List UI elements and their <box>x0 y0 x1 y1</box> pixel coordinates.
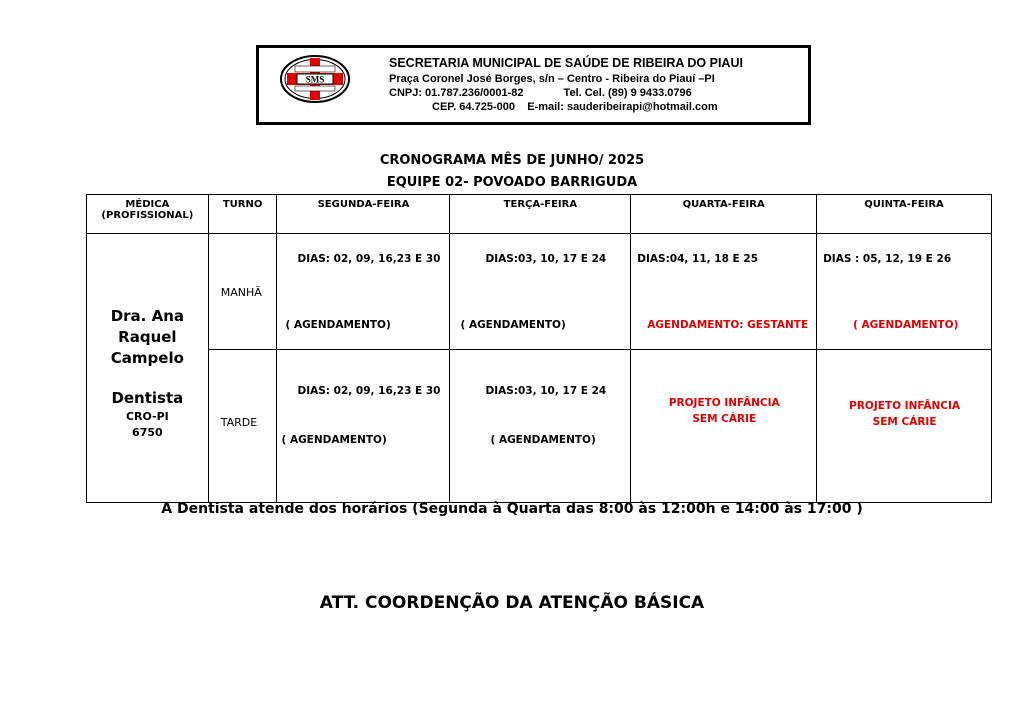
cnpj-phone-line <box>389 86 743 100</box>
table-row-afternoon <box>87 350 992 503</box>
qua-morning-days: DIAS:04, 11, 18 E 25 <box>637 253 758 265</box>
turno-morning-cell <box>208 234 277 350</box>
turno-afternoon-cell <box>208 350 277 503</box>
header-ter: TERÇA-FEIRA <box>450 195 631 234</box>
qua-afternoon-line1: PROJETO INFÂNCIA <box>668 397 780 409</box>
qui-afternoon-line2: SEM CÁRIE <box>872 416 937 428</box>
ter-morning-note: ( AGENDAMENTO) <box>460 319 566 331</box>
phone: Tel. Cel. (89) 9 9433.0796 <box>563 87 692 99</box>
qua-morning-cell <box>631 234 817 350</box>
seg-morning-note: ( AGENDAMENTO) <box>285 319 391 331</box>
prof-name-1: Dra. Ana <box>110 307 185 325</box>
schedule-title: CRONOGRAMA MÊS DE JUNHO/ 2025 <box>379 153 645 168</box>
prof-role: Dentista <box>111 389 184 407</box>
prof-number: 6750 <box>132 426 163 439</box>
header-qui: QUINTA-FEIRA <box>817 195 992 234</box>
seg-afternoon-cell <box>277 350 450 503</box>
ter-morning-days: DIAS:03, 10, 17 E 24 <box>485 253 607 265</box>
header-prof: MÉDICA (PROFISSIONAL) <box>87 195 209 234</box>
svg-text:SMS: SMS <box>305 74 325 85</box>
seg-morning-days: DIAS: 02, 09, 16,23 E 30 <box>297 253 441 265</box>
ter-afternoon-cell <box>450 350 631 503</box>
cep: CEP. 64.725-000 <box>432 101 515 113</box>
qua-afternoon-cell <box>631 350 817 503</box>
ter-afternoon-note: ( AGENDAMENTO) <box>490 434 596 446</box>
signature: ATT. COORDENÇÃO DA ATENÇÃO BÁSICA <box>319 593 705 613</box>
sms-logo <box>279 54 351 104</box>
seg-afternoon-days: DIAS: 02, 09, 16,23 E 30 <box>297 385 441 397</box>
turno-morning: MANHÃ <box>220 286 262 299</box>
qui-morning-cell <box>817 234 992 350</box>
letterhead <box>256 45 811 125</box>
address: Praça Coronel José Borges, s/n – Centro - Ribeira do Piauí –PI <box>389 73 715 85</box>
professional-cell <box>87 234 209 503</box>
qui-afternoon-cell <box>817 350 992 503</box>
team-title: EQUIPE 02- POVOADO BARRIGUDA <box>386 175 638 190</box>
ter-morning-cell <box>450 234 631 350</box>
header-qua: QUARTA-FEIRA <box>631 195 817 234</box>
qua-morning-note: AGENDAMENTO: GESTANTE <box>647 319 809 331</box>
prof-name-2: Raquel <box>118 328 177 346</box>
dentist-hours-note: A Dentista atende dos horários (Segunda à Quarta das 8:00 às 12:00h e 14:00 às 17:00 ) <box>161 501 863 517</box>
email: E-mail: sauderibeirapi@hotmail.com <box>527 101 718 113</box>
cnpj: CNPJ: 01.787.236/0001-82 <box>389 87 524 99</box>
qui-morning-note: ( AGENDAMENTO) <box>853 319 959 331</box>
secretaria-title: SECRETARIA MUNICIPAL DE SAÚDE DE RIBEIRA DO PIAUI <box>389 56 743 70</box>
ter-afternoon-days: DIAS:03, 10, 17 E 24 <box>485 385 607 397</box>
table-header-row <box>87 195 992 234</box>
cep-email-line <box>389 100 743 114</box>
header-seg: SEGUNDA-FEIRA <box>277 195 450 234</box>
seg-morning-cell <box>277 234 450 350</box>
prof-cro: CRO-PI <box>125 410 169 423</box>
qui-morning-days: DIAS : 05, 12, 19 E 26 <box>823 253 952 265</box>
table-row-morning <box>87 234 992 350</box>
seg-afternoon-note: ( AGENDAMENTO) <box>281 434 387 446</box>
schedule-table <box>86 194 992 503</box>
turno-afternoon: TARDE <box>220 416 258 429</box>
qua-afternoon-line2: SEM CÁRIE <box>692 413 757 425</box>
qui-afternoon-line1: PROJETO INFÂNCIA <box>849 400 960 412</box>
prof-name-3: Campelo <box>110 349 184 367</box>
header-turno: TURNO <box>208 195 277 234</box>
